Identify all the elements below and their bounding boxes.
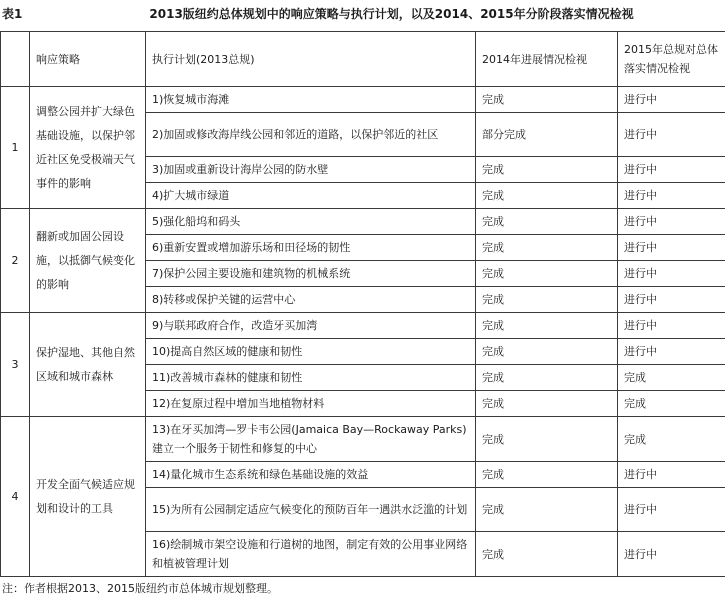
plan-cell: 11)改善城市森林的健康和韧性 <box>146 365 476 391</box>
table-row <box>1 87 725 113</box>
plan-cell: 8)转移或保护关键的运营中心 <box>146 287 476 313</box>
progress-2015-cell: 完成 <box>618 417 725 462</box>
strategy-cell: 开发全面气候适应规划和设计的工具 <box>30 417 146 577</box>
group-number: 4 <box>1 417 30 577</box>
progress-2014-cell: 完成 <box>476 365 618 391</box>
strategy-cell: 调整公园并扩大绿色基础设施，以保护邻近社区免受极端天气事件的影响 <box>30 87 146 209</box>
plan-cell: 1)恢复城市海滩 <box>146 87 476 113</box>
group-number: 2 <box>1 209 30 313</box>
progress-2014-cell: 完成 <box>476 391 618 417</box>
table-caption <box>0 0 725 28</box>
header-2014: 2014年进展情况检视 <box>476 32 618 87</box>
plan-cell: 15)为所有公园制定适应气候变化的预防百年一遇洪水泛滥的计划 <box>146 488 476 532</box>
progress-2015-cell: 进行中 <box>618 313 725 339</box>
group-number: 3 <box>1 313 30 417</box>
plan-cell: 2)加固或修改海岸线公园和邻近的道路，以保护邻近的社区 <box>146 113 476 157</box>
table-title: 2013版纽约总体规划中的响应策略与执行计划，以及2014、2015年分阶段落实情况检视 <box>149 7 634 21</box>
progress-2014-cell: 部分完成 <box>476 113 618 157</box>
progress-2014-cell: 完成 <box>476 157 618 183</box>
progress-2014-cell: 完成 <box>476 313 618 339</box>
header-row <box>1 32 725 87</box>
progress-2014-cell: 完成 <box>476 235 618 261</box>
progress-2015-cell: 进行中 <box>618 235 725 261</box>
progress-2015-cell: 进行中 <box>618 261 725 287</box>
plan-cell: 10)提高自然区域的健康和韧性 <box>146 339 476 365</box>
progress-2015-cell: 进行中 <box>618 113 725 157</box>
progress-2015-cell: 进行中 <box>618 488 725 532</box>
plan-cell: 12)在复原过程中增加当地植物材料 <box>146 391 476 417</box>
progress-2015-cell: 进行中 <box>618 87 725 113</box>
strategy-table <box>0 31 725 577</box>
plan-cell: 4)扩大城市绿道 <box>146 183 476 209</box>
table-row <box>1 209 725 235</box>
strategy-cell: 保护湿地、其他自然区域和城市森林 <box>30 313 146 417</box>
plan-cell: 3)加固或重新设计海岸公园的防水壁 <box>146 157 476 183</box>
progress-2015-cell: 完成 <box>618 365 725 391</box>
strategy-cell: 翻新或加固公园设施，以抵御气候变化的影响 <box>30 209 146 313</box>
progress-2014-cell: 完成 <box>476 339 618 365</box>
progress-2015-cell: 进行中 <box>618 287 725 313</box>
progress-2014-cell: 完成 <box>476 261 618 287</box>
header-no <box>1 32 30 87</box>
header-strategy: 响应策略 <box>30 32 146 87</box>
plan-cell: 7)保护公园主要设施和建筑物的机械系统 <box>146 261 476 287</box>
plan-cell: 16)绘制城市架空设施和行道树的地图，制定有效的公用事业网络和植被管理计划 <box>146 532 476 577</box>
progress-2014-cell: 完成 <box>476 209 618 235</box>
progress-2015-cell: 进行中 <box>618 339 725 365</box>
progress-2014-cell: 完成 <box>476 287 618 313</box>
progress-2015-cell: 进行中 <box>618 462 725 488</box>
footnote: 注：作者根据2013、2015版纽约市总体城市规划整理。 <box>2 582 278 595</box>
progress-2015-cell: 进行中 <box>618 183 725 209</box>
plan-cell: 5)强化船坞和码头 <box>146 209 476 235</box>
header-plan: 执行计划(2013总规) <box>146 32 476 87</box>
progress-2015-cell: 进行中 <box>618 157 725 183</box>
table-row <box>1 417 725 462</box>
progress-2015-cell: 完成 <box>618 391 725 417</box>
table-body <box>1 87 725 577</box>
table-label: 表1 <box>2 7 23 21</box>
group-number: 1 <box>1 87 30 209</box>
progress-2015-cell: 进行中 <box>618 532 725 577</box>
plan-cell: 13)在牙买加湾—罗卡韦公园(Jamaica Bay—Rockaway Parks)建立一个服务于韧性和修复的中心 <box>146 417 476 462</box>
progress-2014-cell: 完成 <box>476 532 618 577</box>
progress-2014-cell: 完成 <box>476 417 618 462</box>
progress-2014-cell: 完成 <box>476 183 618 209</box>
progress-2015-cell: 进行中 <box>618 209 725 235</box>
progress-2014-cell: 完成 <box>476 87 618 113</box>
progress-2014-cell: 完成 <box>476 488 618 532</box>
progress-2014-cell: 完成 <box>476 462 618 488</box>
header-2015: 2015年总规对总体落实情况检视 <box>618 32 725 87</box>
plan-cell: 6)重新安置或增加游乐场和田径场的韧性 <box>146 235 476 261</box>
table-row <box>1 313 725 339</box>
plan-cell: 9)与联邦政府合作，改造牙买加湾 <box>146 313 476 339</box>
plan-cell: 14)量化城市生态系统和绿色基础设施的效益 <box>146 462 476 488</box>
